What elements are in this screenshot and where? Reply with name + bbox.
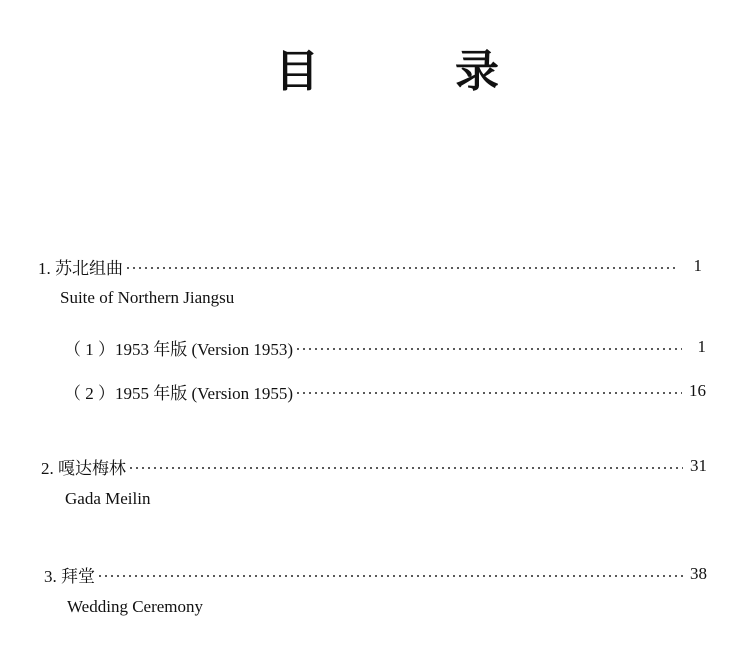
toc-entry-section-3[interactable] [44, 561, 707, 587]
page-title: 目 录 [275, 46, 545, 97]
page-number: 1 [697, 337, 706, 356]
dot-leader [125, 267, 678, 269]
toc-entry-label: （ 1 ）1953 年版 (Version 1953) [64, 339, 294, 359]
dot-leader [128, 467, 683, 469]
toc-entry-item-2[interactable] [64, 378, 706, 404]
toc-entry-label: 2. 嘎达梅林 [41, 458, 126, 478]
toc-entry-label: （ 2 ）1955 年版 (Version 1955) [64, 383, 294, 403]
toc-entry-subtitle: Wedding Ceremony [67, 597, 204, 616]
page-number: 1 [693, 256, 702, 275]
page-number: 31 [690, 456, 707, 475]
toc-entry-subtitle: Gada Meilin [65, 489, 151, 508]
dot-leader [97, 575, 683, 577]
page-number: 38 [690, 564, 707, 583]
toc-entry-label: 3. 拜堂 [44, 566, 95, 586]
toc-entry-label: 1. 苏北组曲 [38, 258, 123, 278]
toc-entry-section-2[interactable] [41, 453, 707, 479]
toc-entry-subtitle: Suite of Northern Jiangsu [60, 288, 235, 307]
dot-leader [295, 348, 682, 350]
page-number: 16 [689, 381, 706, 400]
toc-entry-section-1[interactable] [38, 253, 702, 279]
toc-entry-item-1[interactable] [64, 334, 706, 360]
dot-leader [295, 392, 682, 394]
